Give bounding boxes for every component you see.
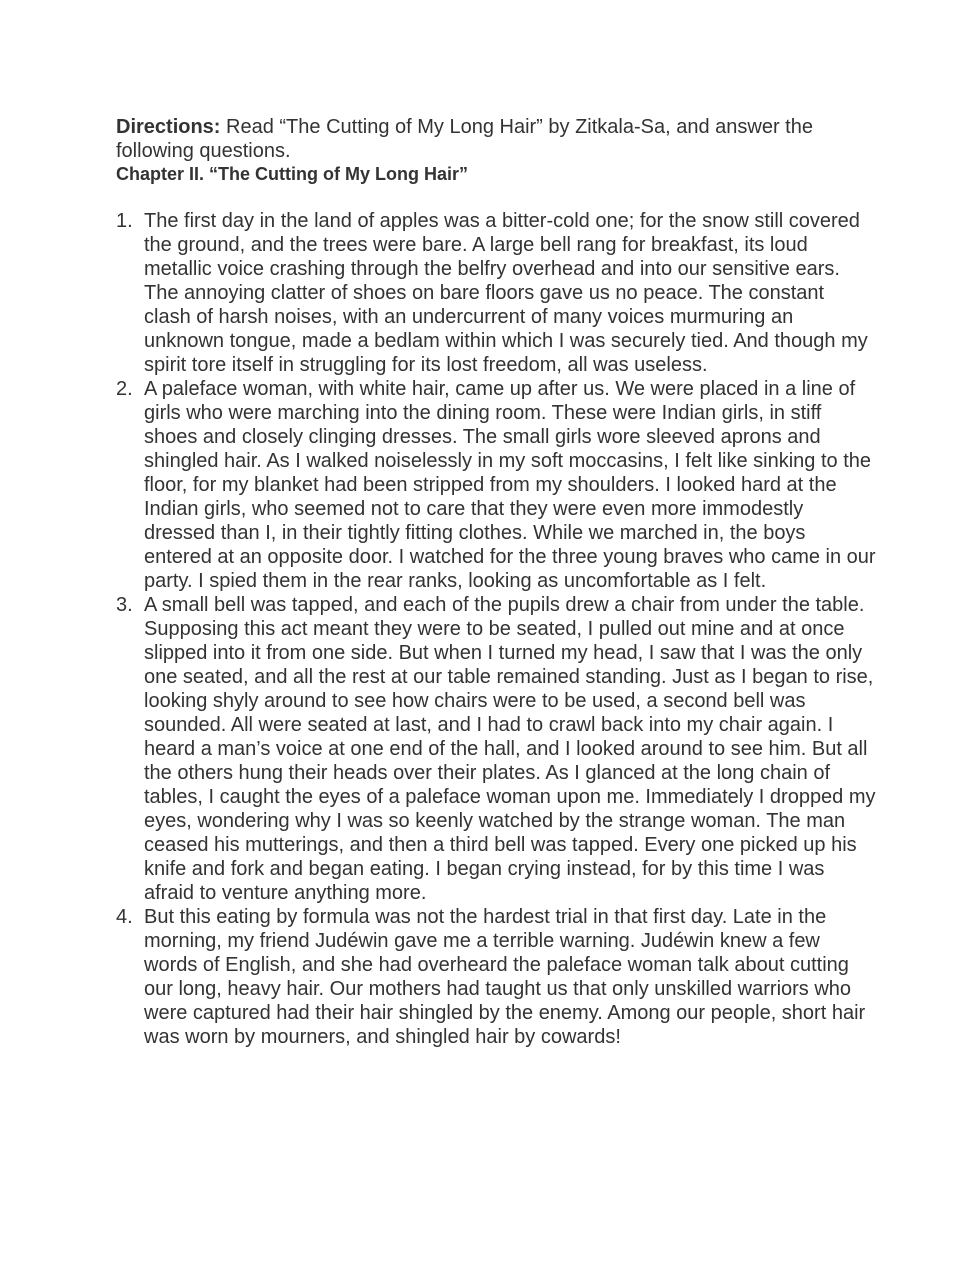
paragraph-text: But this eating by formula was not the hardest trial in that first day. Late in the morning, my friend Judéwin gave me a terrible warning. Judéwin knew a few words of English, and she had overheard the paleface woman talk about cutting our long, heavy hair. Our mothers had taught us that only unskilled warriors who were captured had their hair shingled by the enemy. Among our people, short hair was worn by mourners, and shingled hair by cowards! — [144, 906, 866, 1048]
paragraph-number: 2. — [116, 378, 133, 400]
paragraph-text: The first day in the land of apples was a bitter-cold one; for the snow still covered the ground, and the trees were bare. A large bell rang for breakfast, its loud metallic voice crashing through the belfry overhead and into our sensitive ears. The annoying clatter of shoes on bare floors gave us no peace. The constant clash of harsh noises, with an undercurrent of many voices murmuring an unknown tongue, made a bedlam within which I was securely tied. And though my spirit tore itself in struggling for its lost freedom, all was useless. — [144, 210, 868, 376]
paragraph-number: 4. — [116, 906, 133, 928]
paragraph-1 — [116, 209, 876, 377]
passage-list — [116, 209, 876, 1049]
paragraph-number: 3. — [116, 594, 133, 616]
directions-label: Directions: — [116, 116, 221, 138]
paragraph-3 — [116, 593, 876, 905]
document-page — [116, 115, 876, 1049]
directions-text: Read “The Cutting of My Long Hair” by Zitkala-Sa, and answer the following questions. — [116, 116, 813, 162]
chapter-heading: Chapter II. “The Cutting of My Long Hair” — [116, 164, 468, 184]
paragraph-2 — [116, 377, 876, 593]
paragraph-text: A small bell was tapped, and each of the pupils drew a chair from under the table. Supposing this act meant they were to be seated, I pulled out mine and at once slipped into it from one side. But when I turned my head, I saw that I was the only one seated, and all the rest at our table remained standing. Just as I began to rise, looking shyly around to see how chairs were to be used, a second bell was sounded. All were seated at last, and I had to crawl back into my chair again. I heard a man’s voice at one end of the hall, and I looked around to see him. But all the others hung their heads over their plates. As I glanced at the long chain of tables, I caught the eyes of a paleface woman upon me. Immediately I dropped my eyes, wondering why I was so keenly watched by the strange woman. The man ceased his mutterings, and then a third bell was tapped. Every one picked up his knife and fork and began eating. I began crying instead, for by this time I was afraid to venture anything more. — [144, 594, 876, 904]
paragraph-4 — [116, 905, 876, 1049]
paragraph-number: 1. — [116, 210, 133, 232]
paragraph-text: A paleface woman, with white hair, came up after us. We were placed in a line of girls who were marching into the dining room. These were Indian girls, in stiff shoes and closely clinging dresses. The small girls wore sleeved aprons and shingled hair. As I walked noiselessly in my soft moccasins, I felt like sinking to the floor, for my blanket had been stripped from my shoulders. I looked hard at the Indian girls, who seemed not to care that they were even more immodestly dressed than I, in their tightly fitting clothes. While we marched in, the boys entered at an opposite door. I watched for the three young braves who came in our party. I spied them in the rear ranks, looking as uncomfortable as I felt. — [144, 378, 876, 592]
directions — [116, 115, 876, 163]
